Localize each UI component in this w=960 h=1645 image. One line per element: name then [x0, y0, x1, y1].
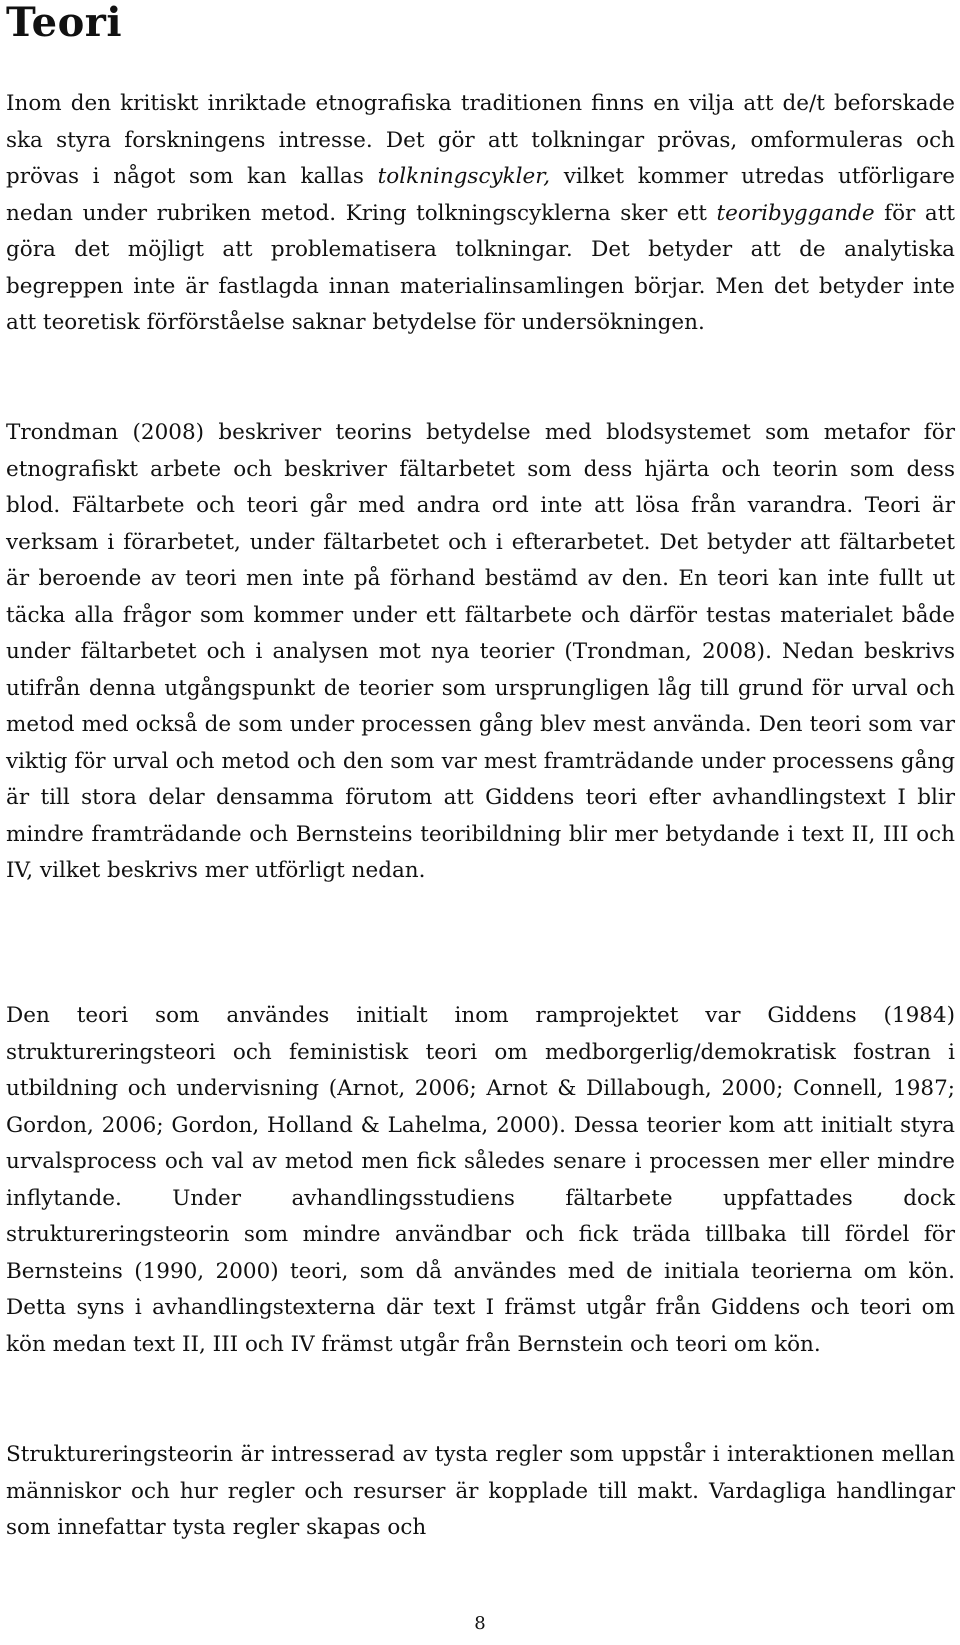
paragraph-text: Den teori som användes initialt inom ramprojektet var Giddens (1984) struktureringsteori och feministisk teori om medborgerlig/demokratisk fostran i utbildning och undervisning (Arnot, 2006; Arnot & Dillabough, 2000; Connell, 1987; Gordon, 2006; Gordon, Holland & Lahelma, 2000). Dessa teorier kom att initialt styra urvalsprocess och val av metod men fick således senare i processen mer eller mindre inflytande. Under avhandlingsstudiens fältarbete uppfattades dock struktureringsteorin som mindre användbar och fick träda tillbaka till fördel för Bernsteins (1990, 2000) teori, som då användes med de initiala teorierna om kön. Detta syns i avhandlingstexterna där text I främst utgår från Giddens och teori om kön medan text II, III och IV främst utgår från Bernstein och teori om kön. [6, 1003, 955, 1357]
page-number: 8 [474, 1613, 486, 1634]
paragraph-text: för att göra det möjligt att problematisera tolkningar. Det betyder att de analytiska begreppen inte är fastlagda innan materialinsamlingen börjar. Men det betyder inte att teoretisk förförståelse saknar betydelse för undersökningen. [6, 200, 955, 335]
paragraph-text: Struktureringsteorin är intresserad av tysta regler som uppstår i interaktionen mellan människor och hur regler och resurser är kopplade till makt. Vardagliga handlingar som innefattar tysta regler skapas och [6, 1442, 955, 1540]
italic-term: teoribyggande [716, 200, 875, 226]
paragraph-3 [6, 998, 955, 1363]
paragraph-text: vilket kommer utredas utförligare nedan under rubriken metod. Kring tolkningscyklerna sker ett [6, 164, 955, 226]
section-heading: Teori [6, 0, 123, 46]
paragraph-4 [6, 1437, 955, 1547]
paragraph-1 [6, 86, 955, 342]
paragraph-text: Trondman (2008) beskriver teorins betydelse med blodsystemet som metafor för etnografiskt arbete och beskriver fältarbetet som dess hjärta och teorin som dess blod. Fältarbete och teori går med andra ord inte att lösa från varandra. Teori är verksam i förarbetet, under fältarbetet och i efterarbetet. Det betyder att fältarbetet är beroende av teori men inte på förhand bestämd av den. En teori kan inte fullt ut täcka alla frågor som kommer under ett fältarbete och därför testas materialet både under fältarbetet och i analysen mot nya teorier (Trondman, 2008). Nedan beskrivs utifrån denna utgångspunkt de teorier som ursprungligen låg till grund för urval och metod med också de som under processen gång blev mest använda. Den teori som var viktig för urval och metod och den som var mest framträdande under processens gång är till stora delar densamma förutom att Giddens teori efter avhandlingstext I blir mindre framträdande och Bernsteins teoribildning blir mer betydande i text II, III och IV, vilket beskrivs mer utförligt nedan. [6, 420, 955, 883]
paragraph-2 [6, 415, 955, 890]
italic-term: tolkningscykler, [377, 164, 551, 189]
paragraph-text: Inom den kritiskt inriktade etnografiska traditionen finns en vilja att de/t beforskade ska styra forskningens intresse. Det gör att tolkningar prövas, omformuleras och prövas i något som kan kallas [6, 91, 955, 189]
